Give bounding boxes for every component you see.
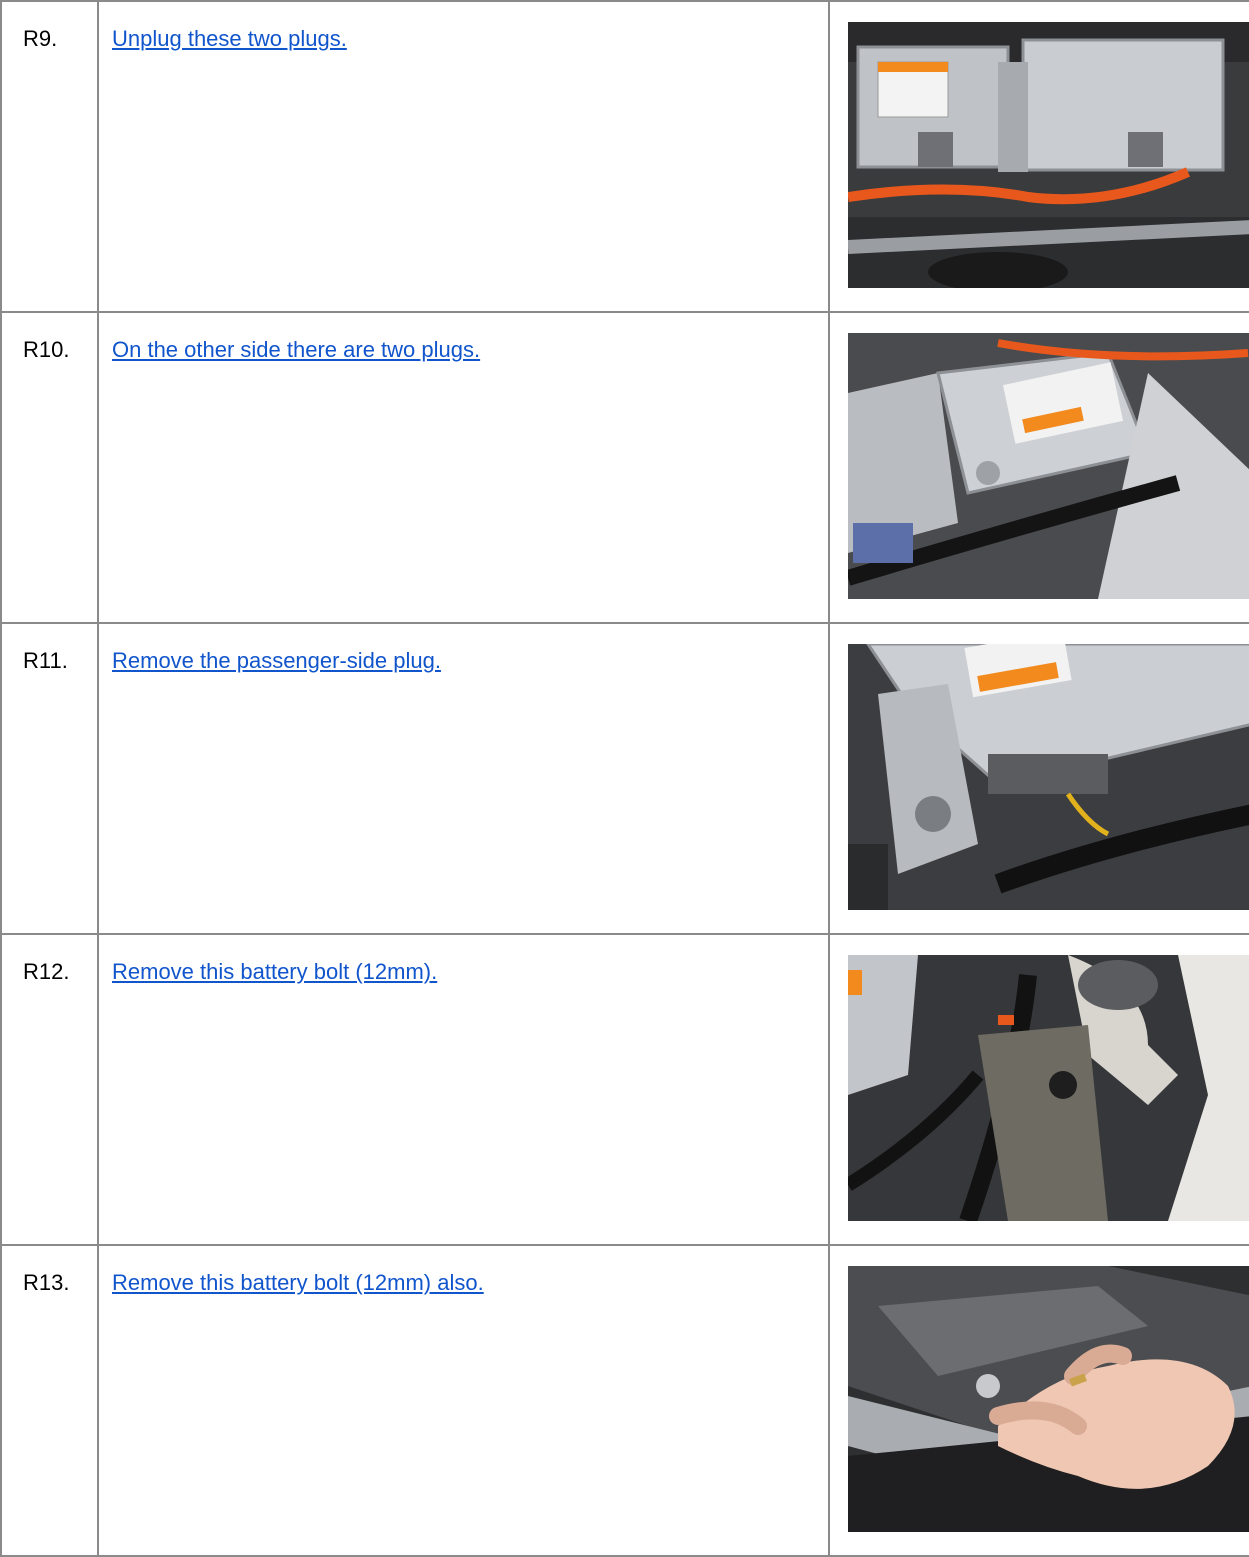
- step-row: [1, 623, 1249, 934]
- battery-ecu-two-plugs-photo: [848, 22, 1249, 288]
- photo-illustration: [848, 1266, 1249, 1532]
- step-number-cell: [1, 623, 98, 934]
- step-link[interactable]: Unplug these two plugs.: [112, 26, 347, 51]
- step-row: [1, 312, 1249, 623]
- step-photo-cell: [829, 623, 1249, 934]
- step-text-cell: [98, 934, 829, 1245]
- passenger-side-plug-photo: [848, 644, 1249, 910]
- photo-illustration: [848, 333, 1249, 599]
- step-text-cell: [98, 1245, 829, 1556]
- step-link[interactable]: On the other side there are two plugs.: [112, 337, 481, 362]
- photo-illustration: [848, 644, 1249, 910]
- step-number: R10.: [23, 337, 70, 362]
- step-link[interactable]: Remove this battery bolt (12mm) also.: [112, 1270, 484, 1295]
- ecu-other-side-plugs-photo: [848, 333, 1249, 599]
- step-number: R12.: [23, 959, 70, 984]
- step-number: R11.: [23, 648, 68, 673]
- step-photo-cell: [829, 312, 1249, 623]
- step-link[interactable]: Remove the passenger-side plug.: [112, 648, 441, 673]
- step-number: R9.: [23, 26, 58, 51]
- step-number-cell: [1, 312, 98, 623]
- step-number-cell: [1, 934, 98, 1245]
- step-number: R13.: [23, 1270, 70, 1295]
- step-row: [1, 1245, 1249, 1556]
- photo-illustration: [848, 22, 1249, 288]
- battery-bolt-photo: [848, 955, 1249, 1221]
- step-photo-cell: [829, 1245, 1249, 1556]
- step-text-cell: [98, 1, 829, 312]
- step-photo-cell: [829, 1, 1249, 312]
- step-row: [1, 1, 1249, 312]
- step-photo-cell: [829, 934, 1249, 1245]
- hand-on-battery-bolt-photo: [848, 1266, 1249, 1532]
- photo-illustration: [848, 955, 1249, 1221]
- step-number-cell: [1, 1, 98, 312]
- step-link[interactable]: Remove this battery bolt (12mm).: [112, 959, 438, 984]
- step-text-cell: [98, 312, 829, 623]
- step-row: [1, 934, 1249, 1245]
- step-number-cell: [1, 1245, 98, 1556]
- step-text-cell: [98, 623, 829, 934]
